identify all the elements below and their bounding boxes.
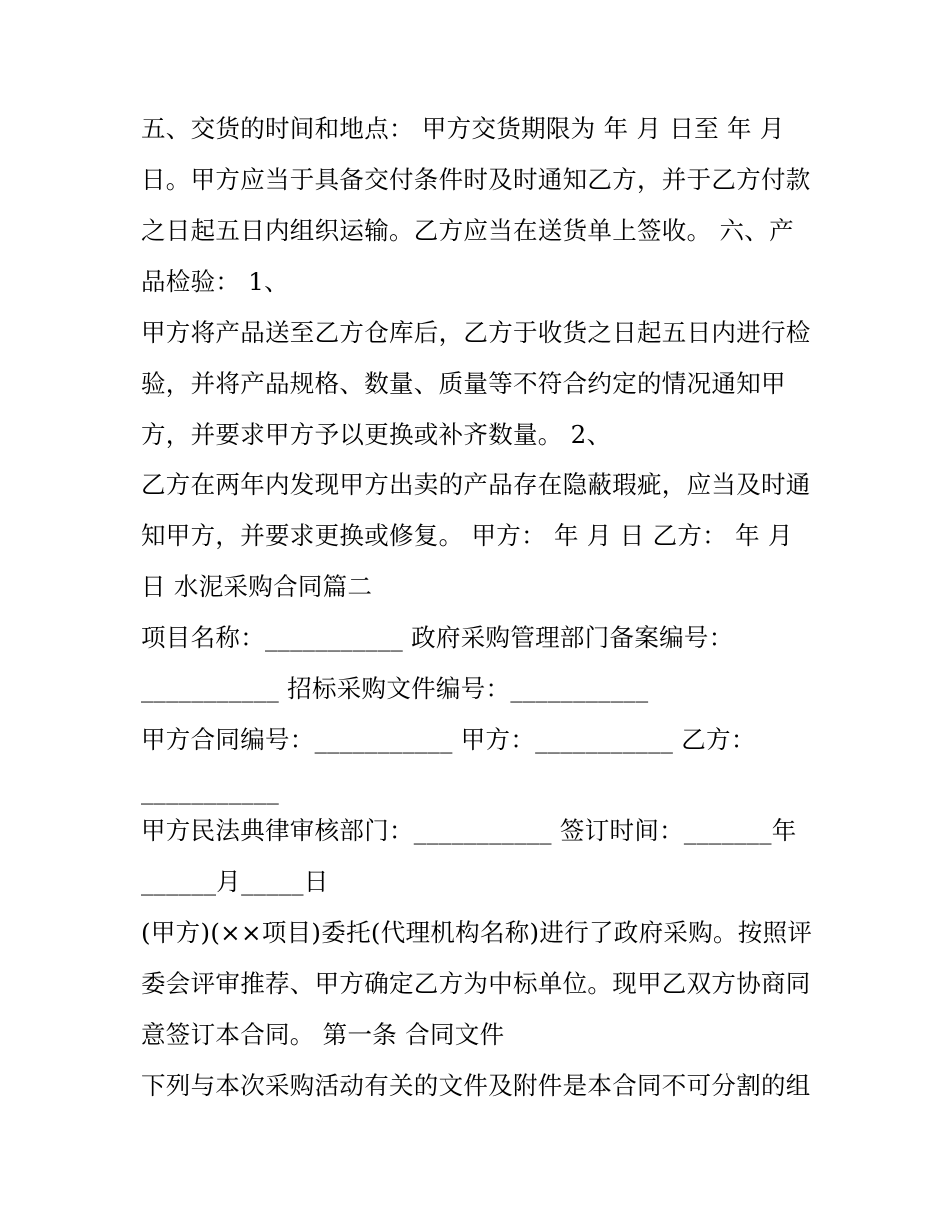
form-line: ___________ 招标采购文件编号：___________ [141,674,649,703]
paragraph-line: 下列与本次采购活动有关的文件及附件是本合同不可分割的组 [141,1071,811,1100]
paragraph-line: 知甲方，并要求更换或修复。 甲方： 年 月 日 乙方： 年 月 [141,521,793,550]
paragraph-line: 日。甲方应当于具备交付条件时及时通知乙方，并于乙方付款 [141,165,811,194]
form-line: ______月_____日 [141,867,329,896]
paragraph-line: 方，并要求甲方予以更换或补齐数量。 2、 [141,420,612,449]
paragraph-line: (甲方)(××项目)委托(代理机构名称)进行了政府采购。按照评 [141,918,813,947]
paragraph-line: 甲方将产品送至乙方仓库后，乙方于收货之日起五日内进行检 [141,318,811,347]
form-line: ___________ [141,776,280,805]
paragraph-line: 五、交货的时间和地点： 甲方交货期限为 年 月 日至 年 月 [141,114,785,143]
form-line: 甲方合同编号：___________ 甲方：___________ 乙方： [141,725,756,754]
section-title: 日 水泥采购合同篇二 [141,572,373,601]
paragraph-line: 之日起五日内组织运输。乙方应当在送货单上签收。 六、产 [141,216,794,245]
form-line: 项目名称：___________ 政府采购管理部门备案编号： [141,623,734,652]
paragraph-line: 品检验： 1、 [141,267,289,296]
paragraph-line: 乙方在两年内发现甲方出卖的产品存在隐蔽瑕疵，应当及时通 [141,470,811,499]
form-line: 甲方民法典律审核部门：___________ 签订时间：_______年 [141,816,797,845]
paragraph-line: 意签订本合同。 第一条 合同文件 [141,1020,505,1049]
paragraph-line: 验，并将产品规格、数量、质量等不符合约定的情况通知甲 [141,369,786,398]
paragraph-line: 委会评审推荐、甲方确定乙方为中标单位。现甲乙双方协商同 [141,969,811,998]
